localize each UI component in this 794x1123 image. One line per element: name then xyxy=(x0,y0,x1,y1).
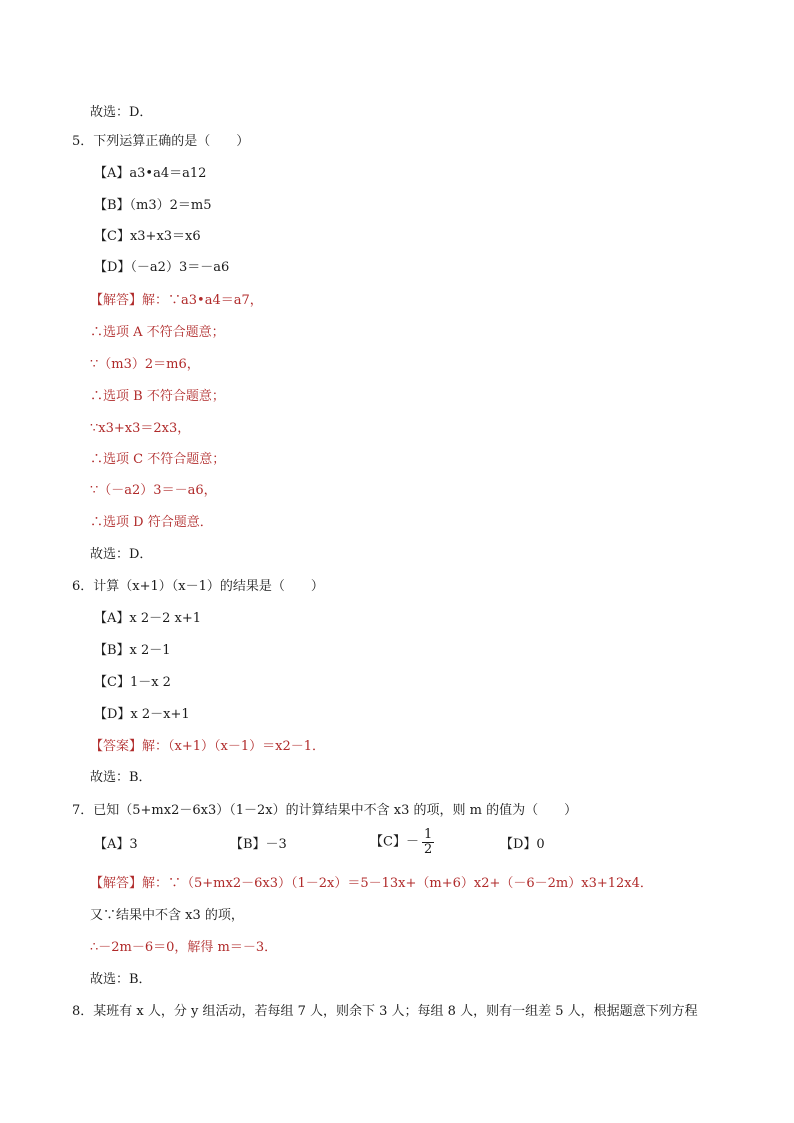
q5-solution-line7: ∵（－a2）3＝－a6， xyxy=(90,483,217,498)
solution-text: 解：（x+1）（x－1）＝x2－1． xyxy=(142,739,325,754)
question-8: 8．某班有 x 人，分 y 组活动，若每组 7 人，则余下 3 人；每组 8 人，则有一组差 5 人，根据题意下列方程 xyxy=(72,1004,698,1019)
question-5: 5．下列运算正确的是（ ） xyxy=(72,134,250,149)
q5-solution-line4: ∴选项 B 不符合题意； xyxy=(90,389,225,404)
q7-option-b: 【B】－3 xyxy=(230,837,287,852)
q7-answer-choice: 故选：B． xyxy=(90,972,152,987)
solution-tag: 【解答】 xyxy=(90,876,143,891)
q5-solution-line1 xyxy=(90,292,263,310)
q5-solution-line2: ∴选项 A 不符合题意； xyxy=(90,325,225,340)
q5-answer-choice: 故选：D． xyxy=(90,547,153,562)
q6-solution-line1 xyxy=(90,738,325,756)
fraction-denominator: 2 xyxy=(423,842,433,857)
question-6: 6．计算（x+1）（x－1）的结果是（ ） xyxy=(72,579,324,594)
solution-tag: 【解答】 xyxy=(90,293,143,308)
q7-solution-line1 xyxy=(90,875,653,893)
fraction-numerator: 1 xyxy=(423,827,433,842)
answer-choice-q4: 故选：D． xyxy=(90,105,153,120)
q7-solution-line3: ∴－2m－6＝0，解得 m＝－3． xyxy=(90,940,278,955)
q6-answer-choice: 故选：B． xyxy=(90,770,152,785)
solution-text: 解：∵a3•a4＝a7， xyxy=(142,293,263,308)
q6-option-b: 【B】x 2－1 xyxy=(94,643,171,658)
question-7: 7．已知（5+mx2－6x3）（1－2x）的计算结果中不含 x3 的项，则 m 的值为（ ） xyxy=(72,803,578,818)
answer-tag: 【答案】 xyxy=(90,739,143,754)
fraction xyxy=(422,828,434,857)
q5-solution-line5: ∵x3+x3＝2x3， xyxy=(90,421,191,436)
q5-option-d: 【D】（－a2）3＝－a6 xyxy=(94,260,230,275)
q7-option-c xyxy=(370,828,434,857)
q7-option-a: 【A】3 xyxy=(94,837,138,852)
q5-solution-line8: ∴选项 D 符合题意． xyxy=(90,515,213,530)
q5-option-a: 【A】a3•a4＝a12 xyxy=(94,166,207,181)
q5-solution-line6: ∴选项 C 不符合题意； xyxy=(90,452,226,467)
solution-text: 解：∵（5+mx2－6x3）（1－2x）＝5－13x+（m+6）x2+（－6－2m）x3+12x4． xyxy=(142,876,653,891)
q6-option-c: 【C】1－x 2 xyxy=(94,675,171,690)
q6-option-a: 【A】x 2－2 x+1 xyxy=(94,611,202,626)
q6-option-d: 【D】x 2－x+1 xyxy=(94,707,190,722)
q7-option-d: 【D】0 xyxy=(500,837,545,852)
q5-solution-line3: ∵（m3）2＝m6， xyxy=(90,357,200,372)
q7-solution-line2: 又∵结果中不含 x3 的项， xyxy=(90,908,244,923)
q5-option-b: 【B】（m3）2＝m5 xyxy=(94,198,212,213)
q7-option-c-label: 【C】－ xyxy=(370,834,419,850)
q5-option-c: 【C】x3+x3＝x6 xyxy=(94,229,201,244)
